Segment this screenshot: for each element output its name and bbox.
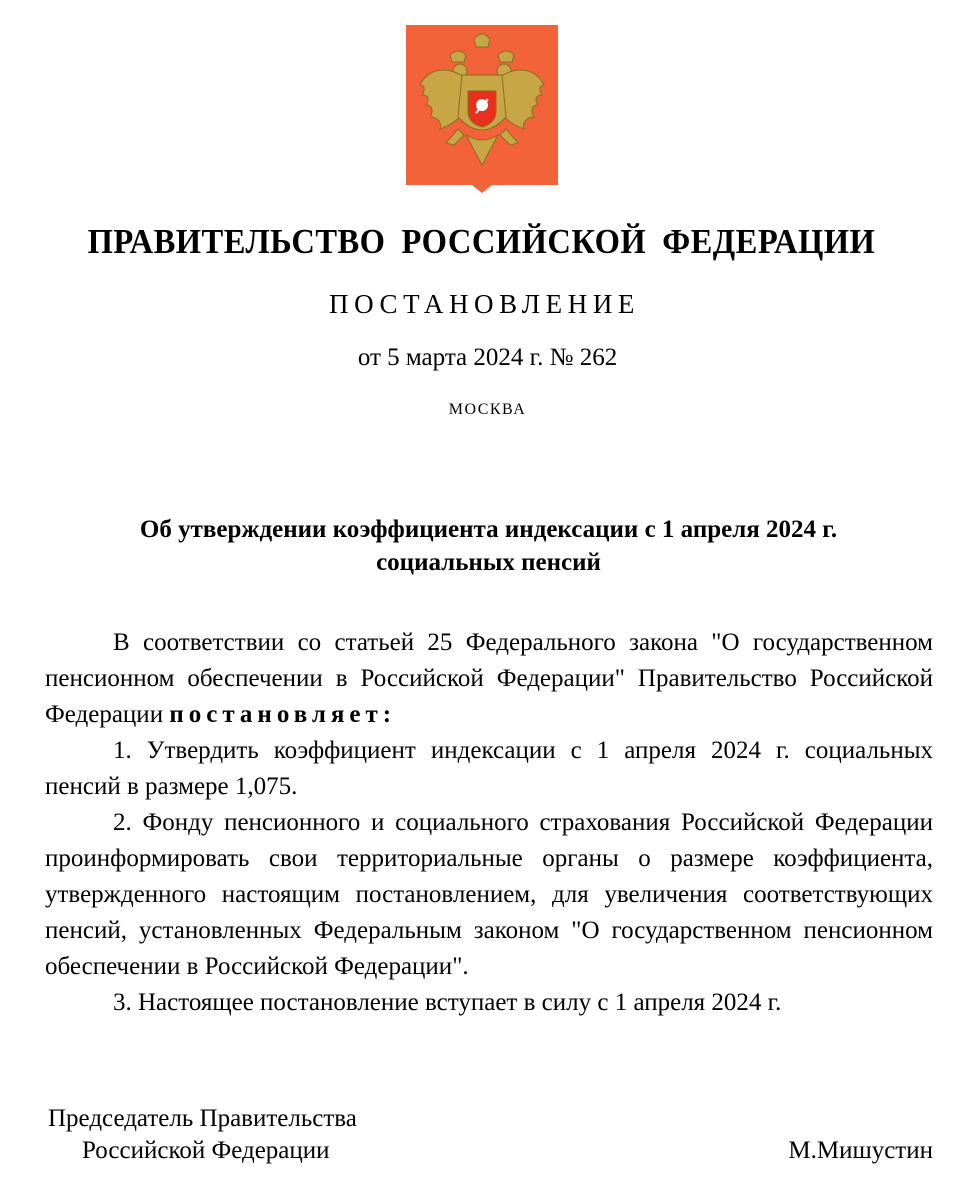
- signer-name: М.Мишустин: [788, 1137, 933, 1164]
- subject-line-1: Об утверждении коэффициента индексации с 1 апреля 2024 г.: [139, 516, 838, 543]
- item-2-paragraph: 2. Фонду пенсионного и социального страхования Российской Федерации проинформировать свои территориальные органы о размере коэффициента, утвержденного настоящим постановлением, для увеличения соответствующих пенсий, установленных Федеральным законом "О государственном пенсионном обеспечении в Российской Федерации".: [45, 809, 933, 980]
- signer-title: [48, 1103, 357, 1167]
- subject-line-2: социальных пенсий: [376, 549, 601, 576]
- document-body: [45, 625, 933, 1021]
- document-date-number: от 5 марта 2024 г. № 262: [357, 344, 618, 371]
- preamble-text: В соответствии со статьей 25 Федерального закона "О государственном пенсионном обеспечении в Российской Федерации" Правительство Российской Федерации: [45, 629, 933, 728]
- signer-title-line-2: Российской Федерации: [82, 1137, 330, 1164]
- coat-of-arms-emblem-icon: [406, 25, 558, 193]
- organization-title: ПРАВИТЕЛЬСТВО РОССИЙСКОЙ ФЕДЕРАЦИИ: [87, 222, 876, 261]
- document-city: МОСКВА: [448, 401, 527, 418]
- document-type: ПОСТАНОВЛЕНИЕ: [328, 289, 641, 319]
- signer-title-line-1: Председатель Правительства: [48, 1105, 357, 1132]
- item-3-paragraph: 3. Настоящее постановление вступает в силу с 1 апреля 2024 г.: [113, 989, 782, 1016]
- decree-word: постановляет:: [169, 701, 397, 728]
- preamble-paragraph: [45, 625, 933, 733]
- item-1-paragraph: 1. Утвердить коэффициент индексации с 1 апреля 2024 г. социальных пенсий в размере 1,075.: [45, 737, 933, 800]
- document-subject: [0, 513, 963, 579]
